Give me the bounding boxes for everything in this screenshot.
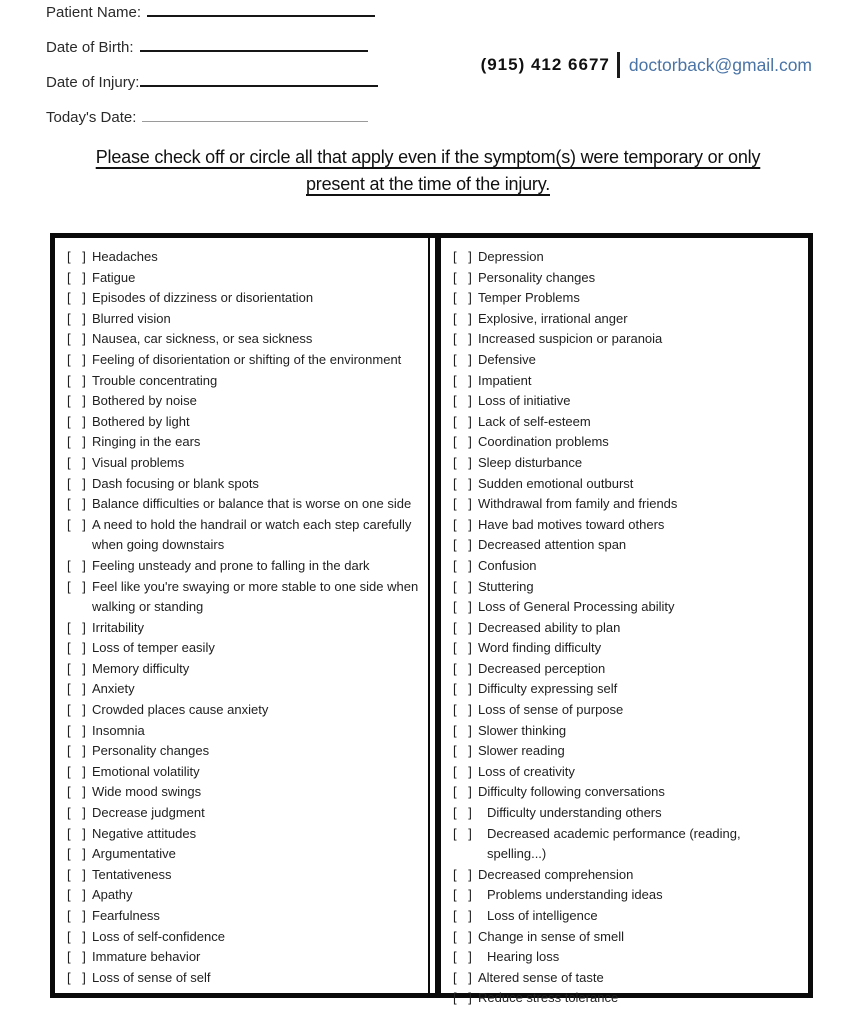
checkbox[interactable]: [ ] [67, 578, 90, 594]
checkbox[interactable]: [ ] [67, 310, 90, 326]
symptom-label: Balance difficulties or balance that is worse on one side [92, 496, 412, 512]
checkbox[interactable]: [ ] [67, 702, 90, 718]
symptom-item [453, 968, 804, 989]
instruction-heading [0, 144, 856, 198]
symptom-item [67, 432, 424, 453]
symptom-item [453, 865, 804, 886]
checkbox[interactable]: [ ] [67, 269, 90, 285]
symptom-item [67, 474, 424, 495]
symptom-item [453, 494, 804, 515]
symptom-label: Fearfulness [92, 908, 160, 923]
checkbox[interactable]: [ ] [67, 908, 90, 923]
symptom-item [453, 762, 804, 783]
checkbox[interactable]: [ ] [453, 269, 476, 285]
symptom-item [453, 700, 804, 721]
symptom-item [67, 824, 424, 845]
patient-name-input-line[interactable] [147, 4, 375, 17]
date-of-injury-input-line[interactable] [140, 74, 378, 87]
symptom-label: Decreased perception [478, 660, 606, 676]
symptom-item [453, 329, 804, 350]
symptom-label: Memory difficulty [92, 660, 190, 676]
symptom-label: Irritability [92, 619, 145, 635]
symptom-label: Problems understanding ideas [487, 887, 663, 903]
symptom-label: Temper Problems [478, 290, 580, 306]
symptom-label: Withdrawal from family and friends [478, 496, 678, 512]
checkbox[interactable]: [ ] [67, 372, 90, 388]
symptom-label: Decreased attention span [478, 537, 627, 553]
symptom-label: Increased suspicion or paranoia [478, 331, 663, 347]
checkbox[interactable]: [ ] [453, 619, 476, 635]
separator-bar [617, 52, 620, 78]
symptom-item [453, 824, 804, 865]
symptom-item [453, 577, 804, 598]
checkbox[interactable]: [ ] [453, 351, 476, 367]
checkbox[interactable]: [ ] [453, 640, 476, 656]
symptom-item [453, 947, 804, 968]
symptom-label: Difficulty understanding others [487, 805, 662, 821]
symptom-label: Slower reading [478, 743, 565, 759]
symptom-label: Headaches [92, 249, 158, 264]
checkbox[interactable]: [ ] [67, 743, 90, 759]
symptom-item [67, 679, 424, 700]
checkbox[interactable]: [ ] [453, 599, 476, 615]
symptom-item [453, 288, 804, 309]
symptom-label: Feeling of disorientation or shifting of the environment [92, 351, 402, 367]
symptom-label: Apathy [92, 887, 133, 903]
symptom-item [67, 741, 424, 762]
symptom-label: Loss of sense of self [92, 969, 211, 985]
symptom-label: Tentativeness [92, 866, 172, 882]
symptom-item [67, 659, 424, 680]
checkbox[interactable]: [ ] [67, 784, 90, 800]
symptom-item [453, 803, 804, 824]
field-patient-name [46, 4, 375, 21]
instruction-line-2: present at the time of the injury. [306, 174, 550, 194]
patient-name-label: Patient Name: [46, 4, 142, 21]
checkbox[interactable]: [ ] [67, 249, 90, 264]
checkbox[interactable]: [ ] [67, 969, 90, 985]
symptom-label: Loss of initiative [478, 393, 571, 409]
checkbox[interactable]: [ ] [453, 413, 476, 429]
symptom-item [453, 679, 804, 700]
checkbox[interactable]: [ ] [67, 619, 90, 635]
checkbox[interactable]: [ ] [67, 290, 90, 306]
symptom-item [67, 885, 424, 906]
symptom-item [67, 412, 424, 433]
checkbox[interactable]: [ ] [67, 846, 90, 862]
symptom-label: Insomnia [92, 722, 145, 738]
checkbox[interactable]: [ ] [453, 310, 476, 326]
symptom-item [67, 618, 424, 639]
symptom-label: Visual problems [92, 454, 185, 470]
symptom-item [67, 947, 424, 968]
checkbox[interactable]: [ ] [453, 290, 476, 306]
symptom-item [67, 721, 424, 742]
symptom-label: Altered sense of taste [478, 969, 604, 985]
symptom-label: A need to hold the handrail or watch each step carefully when going downstairs [92, 516, 412, 553]
symptom-label: Wide mood swings [92, 784, 202, 800]
symptom-label: Defensive [478, 351, 536, 367]
checkbox[interactable]: [ ] [453, 454, 476, 470]
todays-date-input-line[interactable] [142, 109, 368, 122]
symptom-label: Blurred vision [92, 310, 171, 326]
checkbox[interactable]: [ ] [453, 763, 476, 779]
field-todays-date [46, 109, 368, 126]
checkbox[interactable]: [ ] [67, 763, 90, 779]
symptom-label: Trouble concentrating [92, 372, 218, 388]
checkbox[interactable]: [ ] [67, 866, 90, 882]
date-of-injury-label: Date of Injury: [46, 74, 140, 91]
symptom-label: Episodes of dizziness or disorientation [92, 290, 314, 306]
symptom-label: Loss of sense of purpose [478, 702, 624, 718]
symptom-item [453, 638, 804, 659]
symptom-item [67, 782, 424, 803]
checkbox[interactable]: [ ] [453, 660, 476, 676]
checkbox[interactable]: [ ] [453, 928, 476, 944]
symptom-label: Argumentative [92, 846, 176, 862]
symptom-label: Lack of self-esteem [478, 413, 591, 429]
checkbox[interactable]: [ ] [67, 928, 90, 944]
checkbox[interactable]: [ ] [453, 496, 476, 512]
symptom-label: Personality changes [92, 743, 210, 759]
symptom-item [67, 515, 424, 556]
checkbox[interactable]: [ ] [67, 413, 90, 429]
symptom-item [67, 803, 424, 824]
symptom-label: Have bad motives toward others [478, 516, 665, 532]
symptom-label: Decreased comprehension [478, 866, 634, 882]
checkbox[interactable]: [ ] [453, 805, 476, 821]
checkbox[interactable]: [ ] [67, 454, 90, 470]
symptom-label: Anxiety [92, 681, 135, 697]
checkbox[interactable]: [ ] [453, 825, 476, 841]
symptom-item [67, 577, 424, 618]
symptom-item [453, 906, 804, 927]
checkbox[interactable]: [ ] [453, 393, 476, 409]
checkbox[interactable]: [ ] [453, 578, 476, 594]
email-link[interactable]: doctorback@gmail.com [628, 54, 812, 75]
field-date-of-injury [46, 74, 378, 91]
checkbox[interactable]: [ ] [67, 722, 90, 738]
symptom-label: Loss of intelligence [487, 908, 598, 923]
symptom-label: Ringing in the ears [92, 434, 201, 450]
symptom-box [50, 233, 813, 1006]
symptom-label: Emotional volatility [92, 763, 200, 779]
checkbox[interactable]: [ ] [453, 516, 476, 532]
symptom-label: Nausea, car sickness, or sea sickness [92, 331, 313, 347]
symptom-item [453, 741, 804, 762]
symptom-label: Dash focusing or blank spots [92, 475, 259, 491]
symptom-item [453, 782, 804, 803]
symptom-item [453, 309, 804, 330]
checkbox[interactable]: [ ] [67, 475, 90, 491]
checkbox[interactable]: [ ] [67, 434, 90, 450]
symptom-item [453, 391, 804, 412]
checkbox[interactable]: [ ] [453, 722, 476, 738]
symptom-item [67, 906, 424, 927]
symptom-label: Feeling unsteady and prone to falling in the dark [92, 557, 370, 573]
symptom-item [453, 556, 804, 577]
symptom-item [67, 638, 424, 659]
symptom-item [453, 721, 804, 742]
symptom-item [453, 371, 804, 392]
checkbox[interactable]: [ ] [453, 681, 476, 697]
symptom-label: Difficulty following conversations [478, 784, 665, 800]
symptom-label: Loss of General Processing ability [478, 599, 675, 615]
symptom-item [453, 247, 804, 268]
symptom-label: Slower thinking [478, 722, 567, 738]
checkbox[interactable]: [ ] [67, 681, 90, 697]
symptom-label: Loss of temper easily [92, 640, 215, 656]
checkbox[interactable]: [ ] [67, 557, 90, 573]
symptom-item [67, 350, 424, 371]
symptom-item [453, 597, 804, 618]
checkbox[interactable]: [ ] [453, 372, 476, 388]
symptom-label: Depression [478, 249, 544, 264]
symptom-item [67, 288, 424, 309]
date-of-birth-input-line[interactable] [140, 39, 368, 52]
symptom-item [67, 309, 424, 330]
symptom-item [67, 371, 424, 392]
date-of-birth-label: Date of Birth: [46, 39, 134, 56]
symptom-item [67, 865, 424, 886]
field-date-of-birth [46, 39, 368, 56]
checkbox[interactable]: [ ] [67, 660, 90, 676]
symptom-item [453, 350, 804, 371]
checkbox[interactable]: [ ] [67, 805, 90, 821]
symptom-item [453, 515, 804, 536]
checkbox[interactable]: [ ] [453, 702, 476, 718]
symptom-label: Word finding difficulty [478, 640, 602, 656]
checkbox[interactable]: [ ] [67, 949, 90, 965]
symptom-label: Change in sense of smell [478, 928, 624, 944]
symptom-column-right [435, 238, 808, 1006]
symptom-label: Explosive, irrational anger [478, 310, 628, 326]
symptom-label: Fatigue [92, 269, 136, 285]
checkbox[interactable]: [ ] [67, 640, 90, 656]
checkbox[interactable]: [ ] [67, 887, 90, 903]
checkbox[interactable]: [ ] [67, 496, 90, 512]
checkbox[interactable]: [ ] [453, 949, 476, 965]
checkbox[interactable]: [ ] [67, 825, 90, 841]
checkbox[interactable]: [ ] [67, 351, 90, 367]
symptom-item [453, 988, 804, 1009]
symptom-label: Personality changes [478, 269, 596, 285]
symptom-label: Loss of creativity [478, 763, 575, 779]
symptom-item [67, 391, 424, 412]
symptom-label: Impatient [478, 372, 532, 388]
checkbox[interactable]: [ ] [453, 331, 476, 347]
symptom-label: Stuttering [478, 578, 534, 594]
symptom-label: Decrease judgment [92, 805, 205, 821]
checkbox[interactable]: [ ] [67, 516, 90, 532]
symptom-item [67, 556, 424, 577]
symptom-item [67, 927, 424, 948]
symptom-item [67, 700, 424, 721]
symptom-label: Negative attitudes [92, 825, 197, 841]
checkbox[interactable]: [ ] [453, 475, 476, 491]
symptom-label: Crowded places cause anxiety [92, 702, 269, 718]
symptom-item [67, 453, 424, 474]
symptom-label: Hearing loss [487, 949, 560, 965]
contact-block [481, 52, 812, 78]
symptom-item [453, 618, 804, 639]
symptom-item [453, 268, 804, 289]
symptom-label: Confusion [478, 557, 537, 573]
symptom-item [67, 247, 424, 268]
symptom-label: Difficulty expressing self [478, 681, 618, 697]
symptom-label: Reduce stress tolerance [478, 990, 619, 1006]
symptom-item [453, 659, 804, 680]
symptom-item [453, 535, 804, 556]
symptom-label: Decreased academic performance (reading, spelling...) [487, 825, 741, 862]
symptom-label: Sudden emotional outburst [478, 475, 634, 491]
symptom-item [453, 885, 804, 906]
symptom-item [67, 844, 424, 865]
symptom-item [67, 494, 424, 515]
symptom-label: Immature behavior [92, 949, 201, 965]
symptom-item [453, 432, 804, 453]
symptom-item [67, 968, 424, 989]
symptom-label: Sleep disturbance [478, 454, 583, 470]
symptom-label: Coordination problems [478, 434, 609, 450]
symptom-label: Bothered by light [92, 413, 190, 429]
symptom-item [453, 474, 804, 495]
checkbox[interactable]: [ ] [453, 537, 476, 553]
phone-number: (915) 412 6677 [480, 55, 610, 74]
checkbox[interactable]: [ ] [453, 866, 476, 882]
checkbox[interactable]: [ ] [453, 784, 476, 800]
checkbox[interactable]: [ ] [453, 557, 476, 573]
checkbox[interactable]: [ ] [453, 249, 476, 264]
symptom-label: Decreased ability to plan [478, 619, 621, 635]
symptom-item [453, 412, 804, 433]
symptom-item [453, 927, 804, 948]
symptom-item [67, 762, 424, 783]
checkbox[interactable]: [ ] [67, 393, 90, 409]
symptom-item [453, 453, 804, 474]
todays-date-label: Today's Date: [46, 109, 137, 126]
checkbox[interactable]: [ ] [453, 908, 476, 923]
checkbox[interactable]: [ ] [453, 434, 476, 450]
instruction-line-1: Please check off or circle all that apply even if the symptom(s) were temporary or only [95, 147, 761, 167]
symptom-item [67, 329, 424, 350]
checkbox[interactable]: [ ] [453, 969, 476, 985]
checkbox[interactable]: [ ] [67, 331, 90, 347]
symptom-label: Loss of self-confidence [92, 928, 225, 944]
checkbox[interactable]: [ ] [453, 887, 476, 903]
symptom-item [67, 268, 424, 289]
symptom-label: Feel like you're swaying or more stable to one side when walking or standing [92, 578, 419, 615]
checkbox[interactable]: [ ] [453, 743, 476, 759]
symptom-label: Bothered by noise [92, 393, 197, 409]
symptom-column-left [55, 238, 430, 993]
checkbox[interactable]: [ ] [453, 990, 476, 1006]
